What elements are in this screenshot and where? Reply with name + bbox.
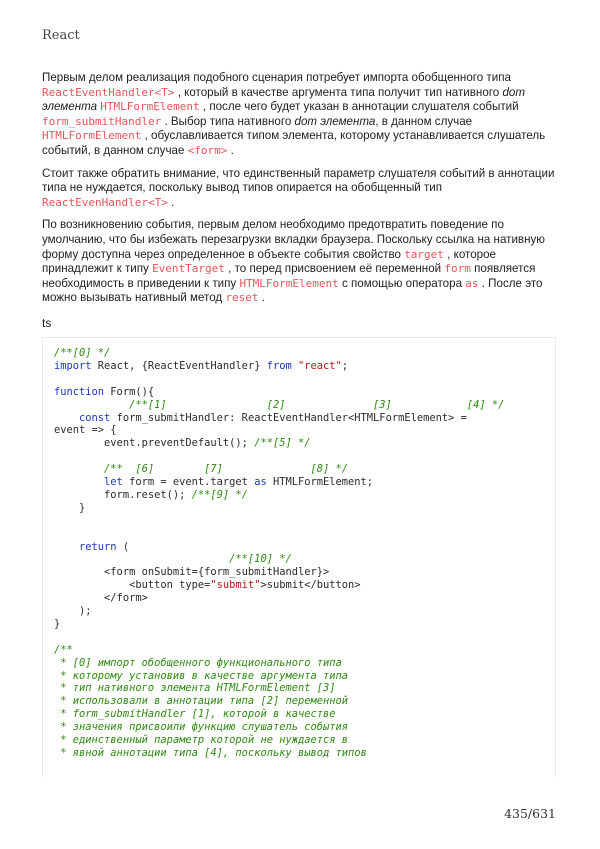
text: с помощью оператора bbox=[342, 276, 463, 290]
inline-code: form bbox=[444, 262, 471, 276]
code-text: form_submitHandler: ReactEventHandler<HTMLFormElement> = bbox=[110, 411, 467, 424]
inline-code: form_submitHandler bbox=[42, 114, 162, 128]
code-line: ); bbox=[54, 605, 92, 618]
code-block[interactable] bbox=[42, 337, 556, 777]
code-blank-line bbox=[54, 528, 555, 541]
inline-code: HTMLFormElement bbox=[100, 100, 200, 114]
code-line: * form_submitHandler [1], которой в качестве bbox=[54, 708, 336, 721]
paragraph-prevent-default bbox=[42, 218, 558, 306]
code-line bbox=[54, 541, 555, 554]
code-comment: /**[9] */ bbox=[191, 488, 248, 501]
code-line: * значения присвоили функцию слушатель события bbox=[54, 721, 349, 734]
code-string: "submit" bbox=[210, 579, 261, 592]
code-text: <button type= bbox=[54, 579, 211, 592]
code-line bbox=[54, 489, 555, 502]
page-body bbox=[42, 71, 558, 333]
code-blank-line bbox=[54, 373, 555, 386]
code-text: ( bbox=[116, 540, 130, 553]
code-keyword: function bbox=[54, 385, 105, 398]
paragraph-inference bbox=[42, 167, 558, 211]
text: . bbox=[261, 291, 266, 305]
code-line: /**[1] [2] [3] [4] */ bbox=[54, 398, 505, 411]
emphasis: dom элемента bbox=[294, 114, 376, 128]
text: , после чего будет указан в аннотации слушателя событий bbox=[202, 100, 519, 114]
text: По возникновению события, первым делом необходимо предотвратить поведение по умолчанию, что бы избежать перезагрузки вкладки браузера. Поскольку ссылка на нативную форму доступна через определенное в объекте события свойство bbox=[42, 218, 545, 261]
code-text: ; bbox=[341, 359, 349, 372]
code-text: >submit</button> bbox=[260, 579, 361, 592]
code-line bbox=[54, 476, 555, 489]
code-line: * тип нативного элемента HTMLFormElement [3] bbox=[54, 682, 336, 695]
inline-code: HTMLFormElement bbox=[239, 276, 339, 290]
code-keyword: as bbox=[254, 476, 267, 489]
code-line: * явной аннотации типа [4], поскольку вывод типов bbox=[54, 747, 367, 760]
inline-code: target bbox=[404, 247, 444, 261]
code-keyword: import bbox=[54, 359, 92, 372]
text: Первым делом реализация подобного сценария потребует импорта обобщенного типа bbox=[42, 71, 511, 84]
code-line: <form onSubmit={form_submitHandler}> bbox=[54, 566, 330, 579]
code-text: form.reset(); bbox=[54, 488, 192, 501]
inline-code: ReactEvenHandler<T> bbox=[42, 195, 168, 209]
code-keyword: let bbox=[104, 476, 123, 489]
inline-code: as bbox=[465, 276, 479, 290]
inline-code: ReactEventHandler<T> bbox=[42, 85, 175, 99]
code-text bbox=[54, 476, 104, 488]
code-blank-line bbox=[54, 515, 555, 528]
code-line bbox=[54, 579, 555, 592]
page-number: 435/631 bbox=[504, 806, 556, 821]
text: , в данном случае bbox=[375, 114, 473, 128]
code-line: /** bbox=[54, 643, 73, 656]
text: , обуславливается типом элемента, которому устанавливается слушатель событий, в данном случае bbox=[42, 129, 546, 157]
code-keyword: from bbox=[266, 359, 292, 372]
code-line: /**[10] */ bbox=[54, 553, 292, 566]
code-string: "react" bbox=[298, 359, 342, 372]
running-header: React bbox=[42, 28, 80, 43]
code-line bbox=[54, 437, 555, 450]
code-line bbox=[54, 360, 555, 373]
code-line: </form> bbox=[54, 592, 148, 605]
code-line bbox=[54, 412, 555, 425]
code-keyword: return bbox=[79, 540, 117, 553]
code-line: } bbox=[54, 501, 86, 514]
paragraph-intro bbox=[42, 71, 558, 159]
code-text: form = event.target bbox=[122, 476, 255, 489]
code-keyword: const bbox=[79, 411, 111, 424]
code-blank-line bbox=[54, 631, 555, 644]
code-blank-line bbox=[54, 450, 555, 463]
code-text: React, {ReactEventHandler} bbox=[91, 359, 267, 372]
code-line: /**[0] */ bbox=[54, 347, 111, 359]
text: , которое принадлежит к типу bbox=[42, 247, 496, 276]
code-comment: /**[5] */ bbox=[254, 437, 311, 450]
code-line: * которому установив в качестве аргумента типа bbox=[54, 669, 349, 682]
code-line bbox=[54, 386, 555, 399]
code-line: * единственный параметр которой не нуждается в bbox=[54, 734, 349, 747]
code-text bbox=[54, 412, 79, 424]
text: Стоит также обратить внимание, что единственный параметр слушателя событий в аннотации типа не нуждается, поскольку вывод типов опирается на обобщенный тип bbox=[42, 166, 555, 195]
code-text bbox=[54, 541, 79, 553]
code-language-label: ts bbox=[42, 315, 52, 330]
text: , то перед присвоением её переменной bbox=[228, 262, 442, 276]
code-line: /** [6] [7] [8] */ bbox=[54, 463, 349, 476]
inline-code: EventTarget bbox=[152, 262, 225, 276]
text: . bbox=[230, 143, 234, 157]
code-line: } bbox=[54, 617, 61, 630]
text: , который в качестве аргумента типа получит тип нативного bbox=[177, 85, 500, 99]
code-line: * [0] импорт обобщенного функционального типа bbox=[54, 656, 342, 669]
code-text: Form(){ bbox=[104, 385, 155, 398]
inline-code: HTMLFormElement bbox=[42, 129, 142, 143]
inline-code: reset bbox=[225, 291, 259, 305]
text: . После это можно вызывать нативный метод bbox=[42, 276, 543, 305]
code-line: event => { bbox=[54, 424, 117, 437]
text: . Выбор типа нативного bbox=[164, 114, 292, 128]
text: появляется необходимость в приведении к типу bbox=[42, 262, 536, 290]
emphasis: dom элемента bbox=[42, 85, 525, 114]
code-line: * использовали в аннотации типа [2] переменной bbox=[54, 695, 349, 708]
text: . bbox=[171, 195, 175, 209]
inline-code: <form> bbox=[187, 143, 228, 157]
code-text: HTMLFormElement; bbox=[266, 476, 374, 489]
code-text: event.preventDefault(); bbox=[54, 437, 255, 450]
